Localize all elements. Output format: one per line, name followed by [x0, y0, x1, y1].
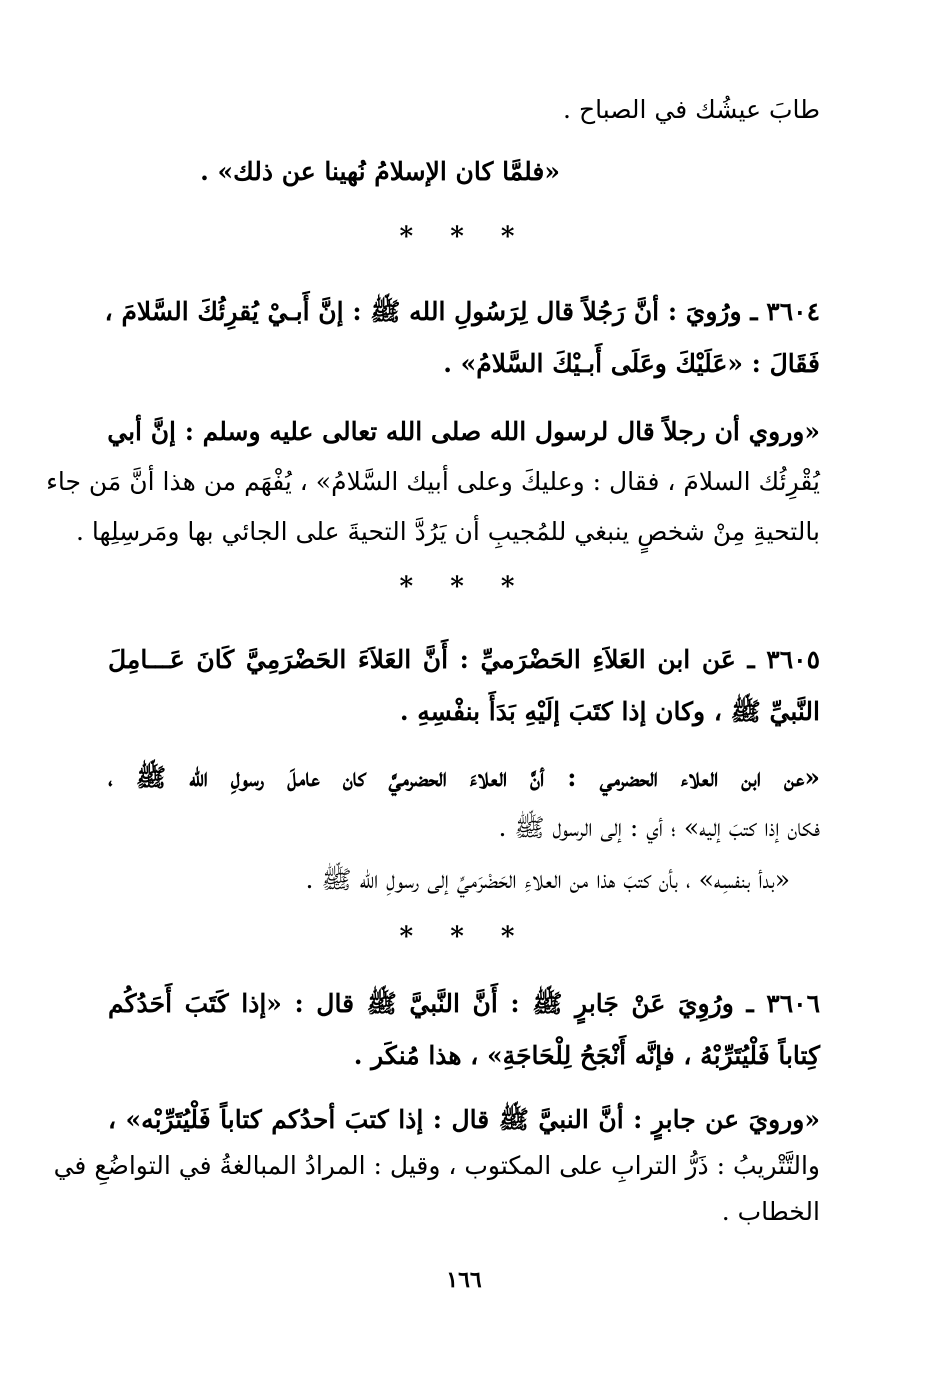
intro-line-2: «فلمَّا كان الإسلامُ نُهينا عن ذلك» .: [200, 157, 560, 186]
intro-line-1: طابَ عيشُك في الصباح .: [563, 95, 820, 124]
section-separator-2: * * *: [399, 572, 529, 602]
hadith-3605-line-2: النَّبيِّ ﷺ ، وكان إذا كتَبَ إلَيْهِ بَدَأَ بنفْسِهِ .: [399, 697, 820, 726]
commentary-3604-line-2: يُقْرِئُك السلامَ ، فقال : وعليكَ وعلى أبيك السَّلامُ» ، يُفْهَم من هذا أنَّ مَن جاء: [46, 467, 820, 496]
hadith-3606-line-1: ٣٦٠٦ ـ ورُوِيَ عَنْ جَابرٍ ﷺ : أَنَّ النَّبيَّ ﷺ قال : «إذا كَتَبَ أَحَدُكُم: [108, 989, 820, 1018]
hadith-3606-line-2: كِتاباً فَلْيُتَرِّبْهُ ، فإنَّه أَنْجَحُ لِلْحَاجَةِ» ، هذا مُنكَر .: [353, 1041, 820, 1070]
page-number: ١٦٦: [446, 1267, 482, 1293]
hadith-3604-line-2: فَقَالَ : «عَلَيْكَ وعَلَى أَبـيْكَ السَّلامُ» .: [443, 349, 820, 378]
commentary-3604-line-3: بالتحيةِ مِنْ شخصٍ ينبغي للمُجيبِ أن يَرُدَّ التحيةَ على الجائي بها ومَرسِلِها .: [75, 517, 820, 546]
commentary-3606-line-1: «ورويَ عن جابرٍ : أنَّ النبيَّ ﷺ قال : إذا كتبَ أحدُكم كتاباً فَلْيُتَرِّبْه» ،: [108, 1105, 820, 1134]
commentary-3605-line-3: «بدأ بنفسِه» ، بأن كتبَ هذا من العلاءِ الحَضْرَميِّ إلى رسولِ الله ﷺ .: [305, 865, 790, 894]
book-page: [46, 0, 820, 1377]
commentary-3606-line-3: الخطاب .: [721, 1197, 820, 1226]
section-separator-1: * * *: [399, 222, 529, 252]
commentary-3605-line-1: «عن ابن العلاء الحضرمي : أنَّ العلاءَ الحضرميَّ كان عاملَ رسولِ الله ﷺ ،: [108, 763, 820, 792]
hadith-3605-line-1: ٣٦٠٥ ـ عَن ابن العَلاَءِ الحَضْرَميِّ : أَنَّ العَلاَءَ الحَضْرَمِيَّ كَانَ عَـــامِلَ: [108, 645, 820, 674]
hadith-3604-line-1: ٣٦٠٤ ـ ورُويَ : أنَّ رَجُلاً قال لِرَسُولِ الله ﷺ : إنَّ أَبـيْ يُقرِئُكَ السَّلامَ ،: [104, 297, 820, 326]
commentary-3604-line-1: «وروي أن رجلاً قال لرسول الله صلى الله تعالى عليه وسلم : إنَّ أبي: [107, 417, 820, 446]
section-separator-3: * * *: [399, 922, 529, 952]
commentary-3605-line-2: فكان إذا كتبَ إليه» ؛ أي : إلى الرسول ﷺ .: [498, 813, 820, 842]
commentary-3606-line-2: والتَّتْريبُ : ذَرُّ الترابِ على المكتوب ، وقيل : المرادُ المبالغةُ في التواضُعِ في: [53, 1151, 820, 1180]
